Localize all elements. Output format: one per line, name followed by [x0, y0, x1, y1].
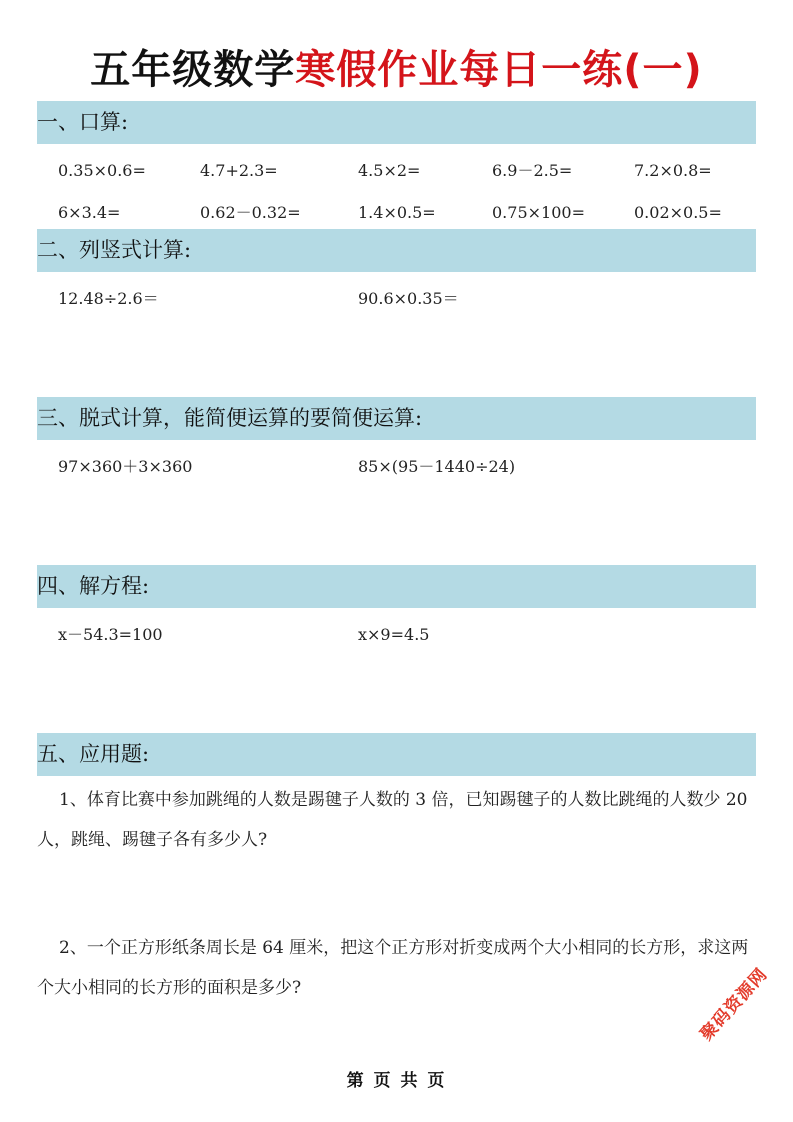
oral-item: 1.4×0.5= — [358, 203, 436, 222]
section-heading-word: 五、应用题: — [37, 742, 150, 766]
stepwise-item: 97×360＋3×360 — [58, 457, 193, 476]
word-problem — [37, 928, 756, 1008]
watermark-stamp: 聚码资源网 — [696, 964, 772, 1045]
page-footer: 第 页 共 页 — [346, 1071, 447, 1091]
oral-item: 6×3.4= — [58, 203, 121, 222]
title-black-part: 五年级数学 — [90, 47, 296, 93]
page-title — [0, 40, 793, 100]
oral-item: 6.9－2.5= — [492, 161, 573, 180]
oral-item: 0.62－0.32= — [200, 203, 301, 222]
oral-item: 0.75×100= — [492, 203, 585, 222]
word-problem-text: 2、一个正方形纸条周长是 64 厘米，把这个正方形对折变成两个大小相同的长方形，求这两个大小相同的长方形的面积是多少? — [37, 938, 749, 998]
word-problem-text: 1、体育比赛中参加跳绳的人数是踢毽子人数的 3 倍，已知踢毽子的人数比跳绳的人数少 20 人，跳绳、踢毽子各有多少人? — [37, 790, 748, 850]
section-band-oral — [37, 101, 756, 144]
section-band-equations — [37, 565, 756, 608]
word-problem — [37, 780, 756, 860]
oral-item: 7.2×0.8= — [634, 161, 712, 180]
vertical-item: 12.48÷2.6＝ — [58, 289, 159, 308]
oral-item: 0.35×0.6= — [58, 161, 146, 180]
oral-item: 4.5×2= — [358, 161, 421, 180]
section-heading-stepwise: 三、脱式计算，能简便运算的要简便运算: — [37, 406, 423, 430]
section-band-stepwise — [37, 397, 756, 440]
oral-item: 4.7+2.3= — [200, 161, 278, 180]
section-band-word — [37, 733, 756, 776]
section-heading-vertical: 二、列竖式计算: — [37, 238, 192, 262]
equation-item: x×9=4.5 — [358, 625, 430, 644]
section-heading-oral: 一、口算: — [37, 110, 129, 134]
stepwise-item: 85×(95－1440÷24) — [358, 457, 516, 476]
equation-item: x－54.3=100 — [58, 625, 163, 644]
section-band-vertical — [37, 229, 756, 272]
oral-item: 0.02×0.5= — [634, 203, 722, 222]
vertical-item: 90.6×0.35＝ — [358, 289, 459, 308]
title-red-part: 寒假作业每日一练(一) — [295, 47, 703, 93]
section-heading-equations: 四、解方程: — [37, 574, 150, 598]
